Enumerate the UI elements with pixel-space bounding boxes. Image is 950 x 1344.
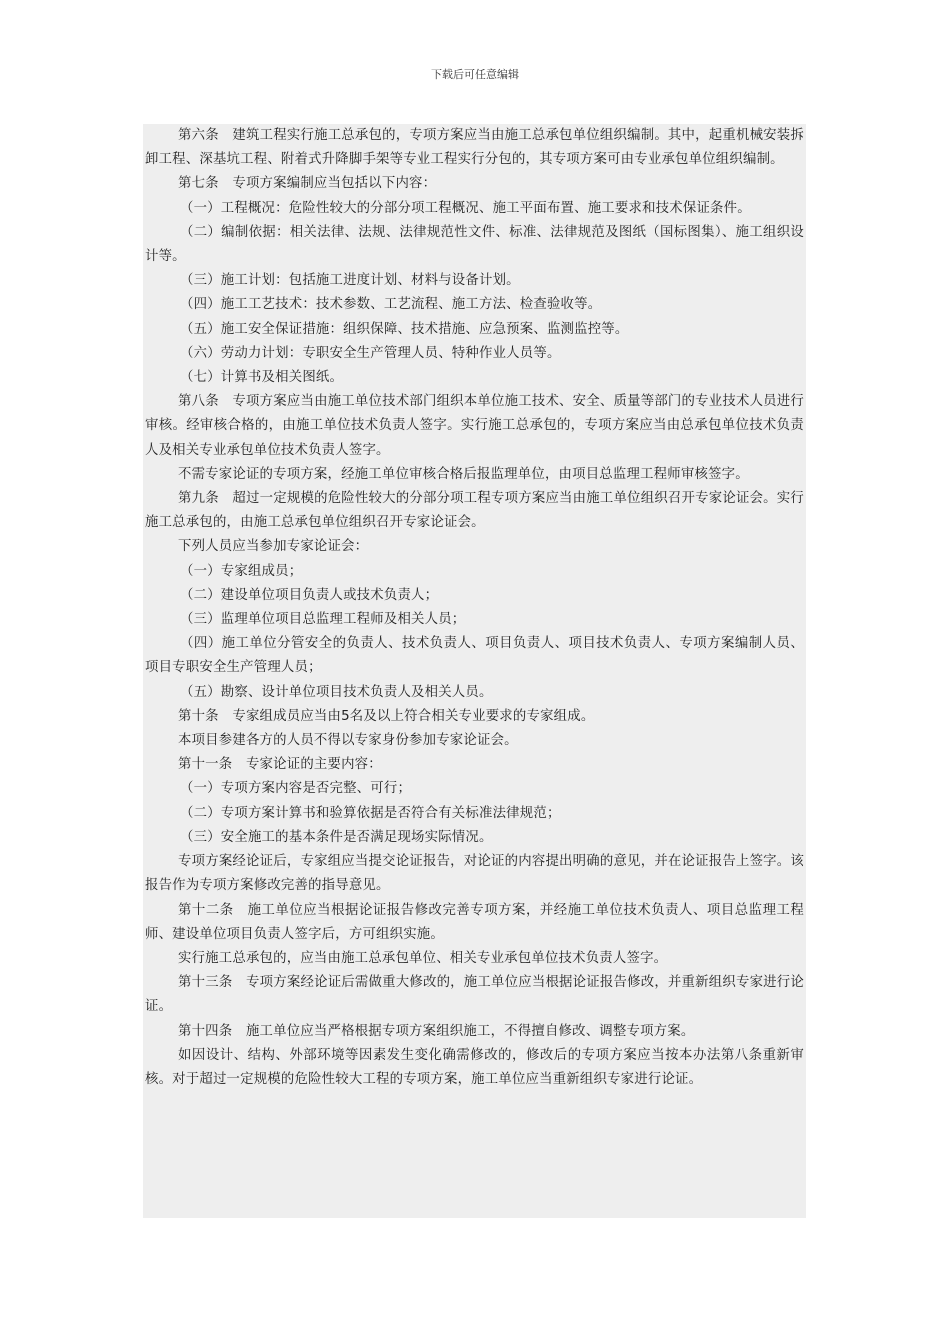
list-item: （一）工程概况：危险性较大的分部分项工程概况、施工平面布置、施工要求和技术保证条件。	[180, 200, 751, 216]
paragraph: 下列人员应当参加专家论证会：	[178, 539, 369, 555]
page-header: 下载后可任意编辑	[431, 68, 519, 81]
paragraph: 如因设计、结构、外部环境等因素发生变化确需修改的，修改后的专项方案应当按本办法第八条重新审核。对于超过一定规模的危险性较大工程的专项方案，施工单位应当重新组织专家进行论证。	[145, 1047, 804, 1087]
paragraph: 实行施工总承包的，应当由施工总承包单位、相关专业承包单位技术负责人签字。	[178, 950, 668, 966]
list-item: （二）建设单位项目负责人或技术负责人；	[180, 587, 439, 603]
list-item: （四）施工工艺技术：技术参数、工艺流程、施工方法、检查验收等。	[180, 297, 602, 313]
list-item: （五）勘察、设计单位项目技术负责人及相关人员。	[180, 684, 493, 700]
article-7: 第七条 专项方案编制应当包括以下内容：	[178, 176, 437, 192]
document-body	[143, 124, 806, 1218]
list-item: （二）编制依据：相关法律、法规、法律规范性文件、标准、法律规范及图纸（国标图集）、施工组织设计等。	[145, 224, 804, 265]
paragraph: 本项目参建各方的人员不得以专家身份参加专家论证会。	[178, 733, 518, 749]
article-6: 第六条 建筑工程实行施工总承包的，专项方案应当由施工总承包单位组织编制。其中，起重机械安装拆卸工程、深基坑工程、附着式升降脚手架等专业工程实行分包的，其专项方案可由专业承包单位组织编制。	[145, 128, 804, 168]
list-item: （二）专项方案计算书和验算依据是否符合有关标准法律规范；	[180, 805, 561, 821]
article-10: 第十条 专家组成员应当由5名及以上符合相关专业要求的专家组成。	[178, 708, 595, 724]
list-item: （三）监理单位项目总监理工程师及相关人员；	[180, 612, 466, 628]
paragraph: 专项方案经论证后，专家组应当提交论证报告，对论证的内容提出明确的意见，并在论证报告上签字。该报告作为专项方案修改完善的指导意见。	[145, 854, 804, 894]
article-13: 第十三条 专项方案经论证后需做重大修改的，施工单位应当根据论证报告修改，并重新组织专家进行论证。	[145, 975, 804, 1015]
list-item: （一）专项方案内容是否完整、可行；	[180, 781, 412, 797]
list-item: （三）安全施工的基本条件是否满足现场实际情况。	[180, 829, 493, 845]
list-item: （五）施工安全保证措施：组织保障、技术措施、应急预案、监测监控等。	[180, 321, 629, 337]
article-11: 第十一条 专家论证的主要内容：	[178, 757, 382, 773]
list-item: （三）施工计划：包括施工进度计划、材料与设备计划。	[180, 273, 520, 289]
list-item: （七）计算书及相关图纸。	[180, 370, 344, 386]
list-item: （一）专家组成员；	[180, 563, 303, 579]
list-item: （四）施工单位分管安全的负责人、技术负责人、项目负责人、项目技术负责人、专项方案编制人员、项目专职安全生产管理人员；	[145, 636, 804, 676]
list-item: （六）劳动力计划：专职安全生产管理人员、特种作业人员等。	[180, 345, 561, 361]
paragraph: 不需专家论证的专项方案，经施工单位审核合格后报监理单位，由项目总监理工程师审核签字。	[178, 466, 749, 482]
article-14: 第十四条 施工单位应当严格根据专项方案组织施工，不得擅自修改、调整专项方案。	[178, 1023, 695, 1039]
article-12: 第十二条 施工单位应当根据论证报告修改完善专项方案，并经施工单位技术负责人、项目总监理工程师、建设单位项目负责人签字后，方可组织实施。	[145, 902, 804, 942]
article-8: 第八条 专项方案应当由施工单位技术部门组织本单位施工技术、安全、质量等部门的专业技术人员进行审核。经审核合格的，由施工单位技术负责人签字。实行施工总承包的，专项方案应当由总承包单位技术负责人及相关专业承包单位技术负责人签字。	[145, 394, 804, 458]
article-9: 第九条 超过一定规模的危险性较大的分部分项工程专项方案应当由施工单位组织召开专家论证会。实行施工总承包的，由施工总承包单位组织召开专家论证会。	[145, 491, 804, 531]
